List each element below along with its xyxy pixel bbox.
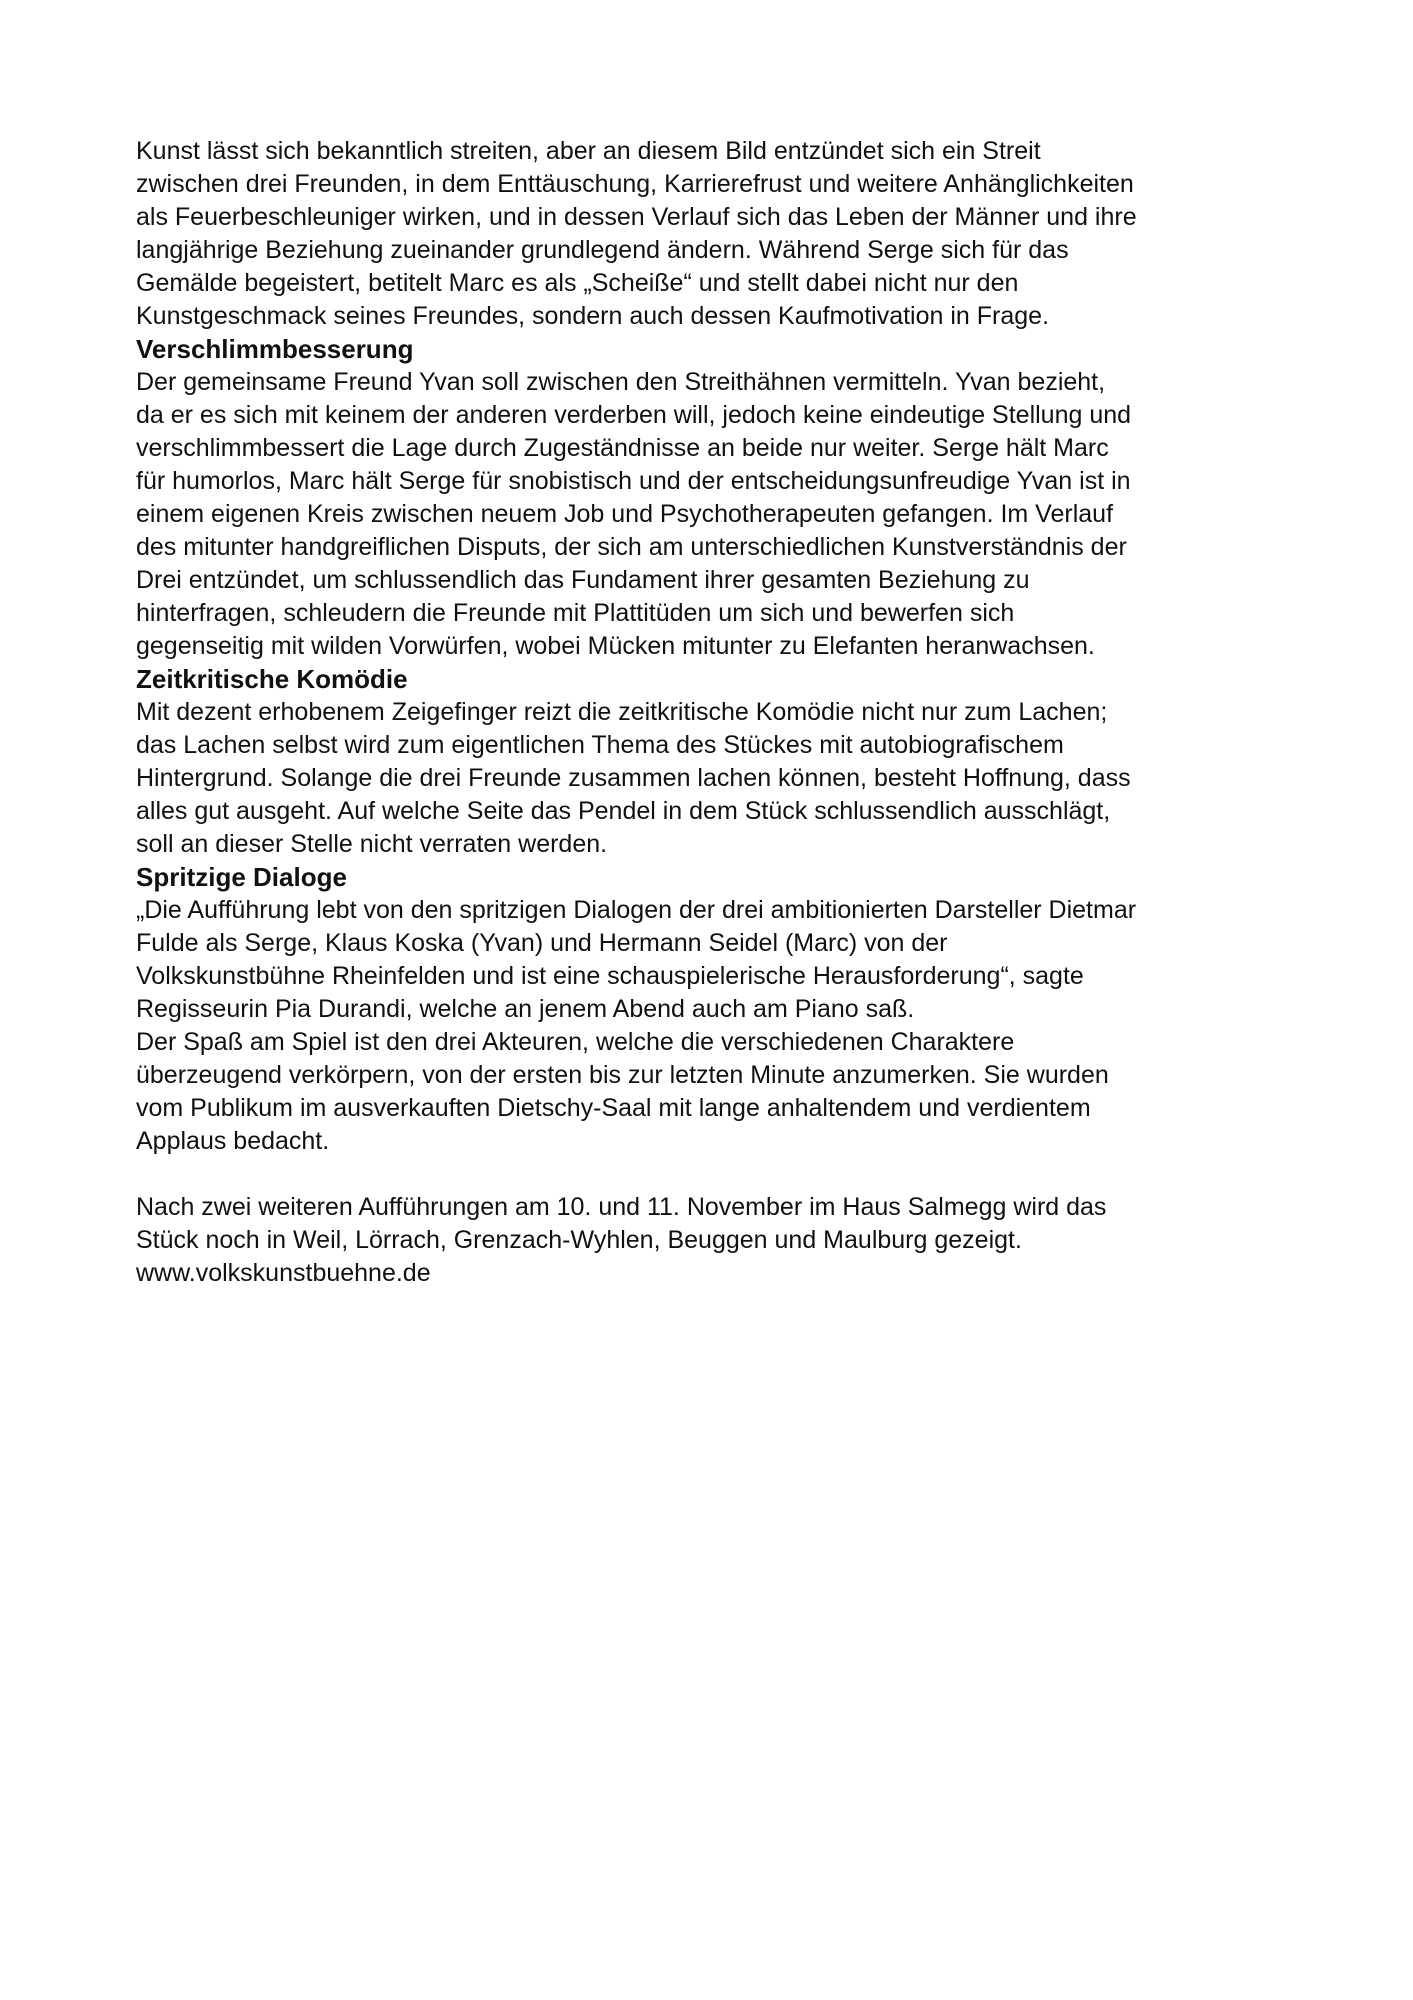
section-paragraph: „Die Aufführung lebt von den spritzigen Dialogen der drei ambitionierten Darsteller Dietmar Fulde als Serge, Klaus Koska (Yvan) und Hermann Seidel (Marc) von der Volkskunstbühne Rheinfelden und ist eine schauspielerische Herausforderung“, sagte Regisseurin Pia Durandi, welche an jenem Abend auch am Piano saß. <box>136 896 1137 1023</box>
closing-paragraph: Nach zwei weiteren Aufführungen am 10. und 11. November im Haus Salmegg wird das Stück noch in Weil, Lörrach, Grenzach-Wyhlen, Beuggen und Maulburg gezeigt. <box>136 1193 1107 1254</box>
paragraph-spacer <box>136 1158 1296 1191</box>
section-paragraph: Mit dezent erhobenem Zeigefinger reizt die zeitkritische Komödie nicht nur zum Lachen; das Lachen selbst wird zum eigentlichen Thema des Stückes mit autobiografischem Hintergrund. Solange die drei Freunde zusammen lachen können, besteht Hoffnung, dass alles gut ausgeht. Auf welche Seite das Pendel in dem Stück schlussendlich ausschlägt, soll an dieser Stelle nicht verraten werden. <box>136 698 1131 858</box>
document-body <box>136 135 1296 1290</box>
section-heading-verschlimmbesserung: Verschlimmbesserung <box>136 334 414 364</box>
intro-paragraph: Kunst lässt sich bekanntlich streiten, aber an diesem Bild entzündet sich ein Streit zwischen drei Freunden, in dem Enttäuschung, Karrierefrust und weitere Anhänglichkeiten als Feuerbeschleuniger wirken, und in dessen Verlauf sich das Leben der Männer und ihre langjährige Beziehung zueinander grundlegend ändern. Während Serge sich für das Gemälde begeistert, betitelt Marc es als „Scheiße“ und stellt dabei nicht nur den Kunstgeschmack seines Freundes, sondern auch dessen Kaufmotivation in Frage. <box>136 137 1137 330</box>
section-heading-zeitkritische-komoedie: Zeitkritische Komödie <box>136 664 408 694</box>
website-text <box>136 1257 1296 1290</box>
website-link[interactable]: www.volkskunstbuehne.de <box>136 1259 431 1287</box>
section-paragraph: Der Spaß am Spiel ist den drei Akteuren, welche die verschiedenen Charaktere überzeugend verkörpern, von der ersten bis zur letzten Minute anzumerken. Sie wurden vom Publikum im ausverkauften Dietschy-Saal mit lange anhaltendem und verdientem Applaus bedacht. <box>136 1028 1109 1155</box>
section-heading-spritzige-dialoge: Spritzige Dialoge <box>136 862 347 892</box>
section-paragraph: Der gemeinsame Freund Yvan soll zwischen den Streithähnen vermitteln. Yvan bezieht, da er es sich mit keinem der anderen verderben will, jedoch keine eindeutige Stellung und verschlimmbessert die Lage durch Zugeständnisse an beide nur weiter. Serge hält Marc für humorlos, Marc hält Serge für snobistisch und der entscheidungsunfreudige Yvan ist in einem eigenen Kreis zwischen neuem Job und Psychotherapeuten gefangen. Im Verlauf des mitunter handgreiflichen Disputs, der sich am unterschiedlichen Kunstverständnis der Drei entzündet, um schlussendlich das Fundament ihrer gesamten Beziehung zu hinterfragen, schleudern die Freunde mit Plattitüden um sich und bewerfen sich gegenseitig mit wilden Vorwürfen, wobei Mücken mitunter zu Elefanten heranwachsen. <box>136 368 1132 660</box>
